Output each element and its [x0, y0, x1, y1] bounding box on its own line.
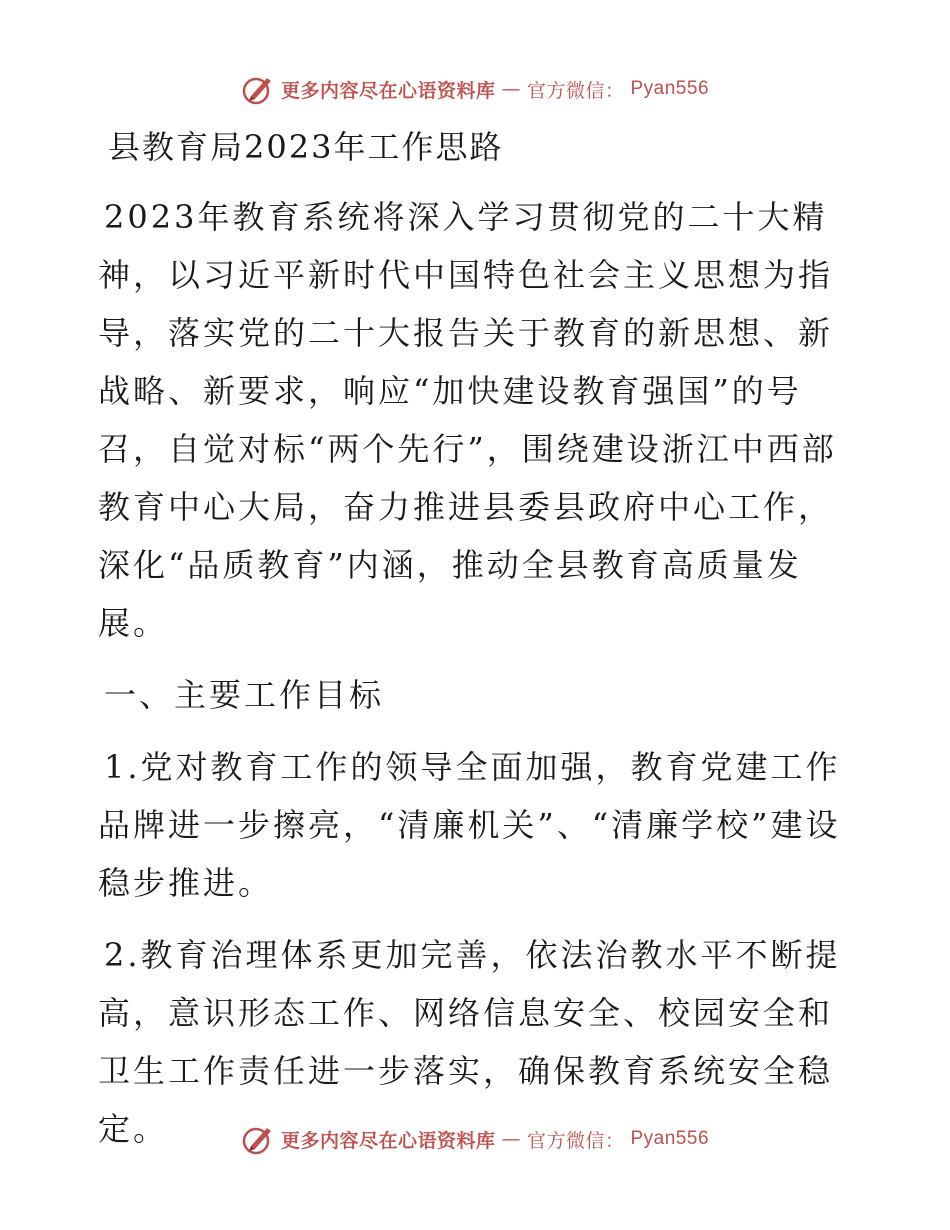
goal-item-1: 1.党对教育工作的领导全面加强，教育党建工作品牌进一步擦亮，“清廉机关”、“清廉学校”建设稳步推进。	[98, 748, 841, 902]
wechat-account: Pyan556	[630, 78, 710, 99]
section-heading: 一、主要工作目标	[104, 676, 385, 714]
pen-logo-icon	[241, 72, 275, 106]
wechat-account: Pyan556	[630, 1128, 710, 1149]
banner-separator: —	[501, 1128, 521, 1150]
official-wechat-label: 官方微信：	[526, 1129, 625, 1152]
intro-paragraph: 2023年教育系统将深入学习贯彻党的二十大精神，以习近平新时代中国特色社会主义思想为指导，落实党的二十大报告关于教育的新思想、新战略、新要求，响应“加快建设教育强国”的号召，自觉对标“两个先行”，围绕建设浙江中西部教育中心大局，奋力推进县委县政府中心工作，深化“品质教育”内涵，推动全县教育高质量发展。	[98, 198, 837, 642]
goal-item-2: 2.教育治理体系更加完善，依法治教水平不断提高，意识形态工作、网络信息安全、校园安全和卫生工作责任进一步落实，确保教育系统安全稳定。	[98, 936, 841, 1148]
pen-logo-icon	[241, 1122, 275, 1156]
document-title: 县教育局2023年工作思路	[108, 128, 504, 166]
footer-watermark-banner	[0, 1122, 950, 1156]
document-body	[98, 122, 858, 1172]
official-wechat-label: 官方微信：	[526, 79, 625, 102]
header-watermark-banner	[0, 72, 950, 106]
banner-separator: —	[501, 78, 521, 100]
brand-text: 更多内容尽在心语资料库	[280, 79, 496, 102]
brand-text: 更多内容尽在心语资料库	[280, 1129, 496, 1152]
